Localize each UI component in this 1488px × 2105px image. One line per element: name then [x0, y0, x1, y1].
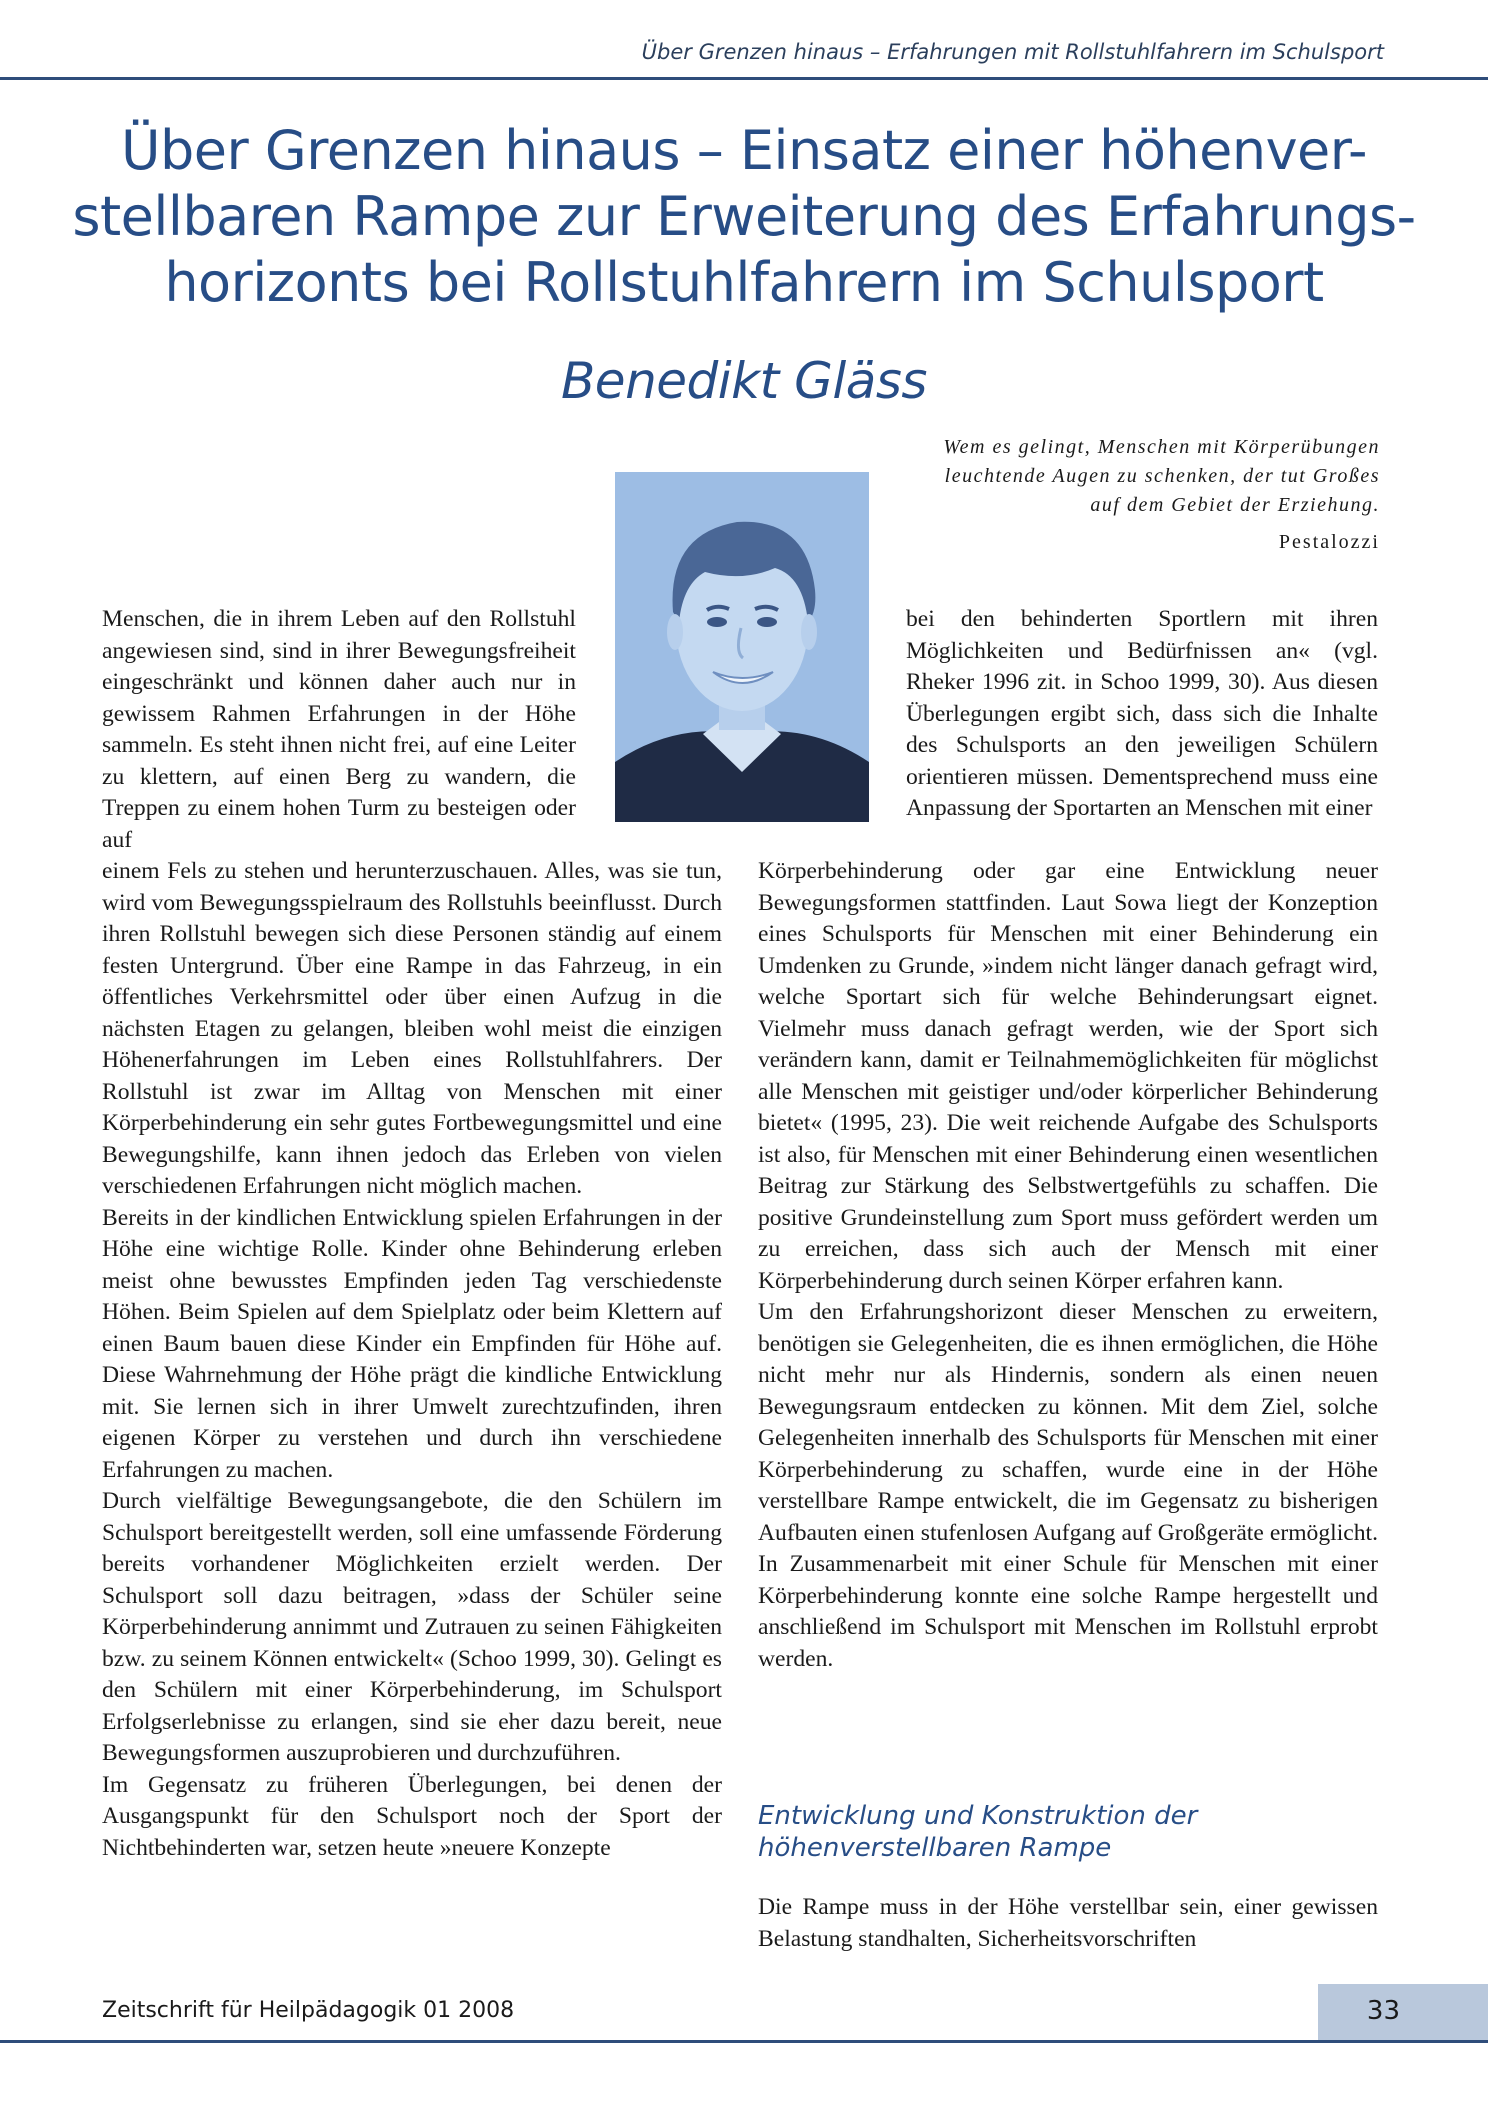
running-header: Über Grenzen hinaus – Erfahrungen mit Rollstuhlfahrern im Schulsport [641, 40, 1384, 64]
column-right-wrapped-text [906, 604, 1378, 825]
epigraph-line: auf dem Gebiet der Erziehung. [1090, 494, 1380, 516]
body-paragraph: Um den Erfahrungshorizont dieser Menschen zu erweitern, benötigen sie Gelegenheiten, die es ihnen ermöglichen, die Höhe nicht mehr nur als Hindernis, sondern als einen neuen Bewegungsraum entdecken zu können. Mit dem Ziel, solche Gelegenheiten innerhalb des Schulsports für Menschen mit einer Körperbehinderung zu schaffen, wurde eine in der Höhe verstellbare Rampe entwickelt, die im Gegensatz zu bisherigen Aufbauten einen stufenlosen Aufgang auf Großgeräte ermöglicht. In Zusammenarbeit mit einer Schule für Menschen mit einer Körperbehinderung konnte eine solche Rampe hergestellt und anschließend im Schulsport mit Menschen im Rollstuhl erprobt werden. [758, 1299, 1378, 1672]
header-rule [0, 77, 1488, 80]
page-number: 33 [1366, 1996, 1400, 2026]
title-line: Über Grenzen hinaus – Einsatz einer höhenver- [120, 119, 1368, 182]
body-paragraph: einem Fels zu stehen und herunterzuschauen. Alles, was sie tun, wird vom Bewegungsspielraum des Rollstuhls beeinflusst. Durch ihren Rollstuhl bewegen sich diese Personen ständig auf einem festen Untergrund. Über eine Rampe in das Fahrzeug, in ein öffentliches Verkehrsmittel oder über einen Aufzug in die nächsten Etagen zu gelangen, bleiben wohl meist die einzigen Höhenerfahrungen im Leben eines Rollstuhlfahrers. Der Rollstuhl ist zwar im Alltag von Menschen mit einer Körperbehinderung ein sehr gutes Fortbewegungsmittel und eine Bewegungshilfe, kann ihnen jedoch das Erleben von vielen verschiedenen Erfahrungen nicht möglich machen. [102, 858, 722, 1199]
section-heading: Entwicklung und Konstruktion der höhenverstellbaren Rampe [758, 1801, 1198, 1863]
column-right-section-text [758, 1892, 1378, 1955]
epigraph [820, 433, 1380, 557]
epigraph-source: Pestalozzi [1278, 531, 1380, 553]
footer-rule [0, 2040, 1488, 2043]
article-title [60, 118, 1428, 316]
body-paragraph: bei den behinderten Sportlern mit ihren Möglichkeiten und Bedürfnissen an« (vgl. Rheker 1996 zit. in Schoo 1999, 30). Aus diesen Überlegungen ergibt sich, dass sich die Inhalte des Schulsports an den jeweiligen Schülern orientieren müssen. Dementsprechend muss eine Anpassung der Sportarten an Menschen mit einer [906, 606, 1378, 821]
column-left-wrapped-text [102, 604, 576, 856]
column-left-text [102, 856, 722, 1864]
portrait-icon [615, 472, 869, 822]
title-line: horizonts bei Rollstuhlfahrern im Schulsport [164, 251, 1324, 314]
article-author: Benedikt Gläss [561, 352, 927, 410]
body-paragraph: Bereits in der kindlichen Entwicklung spielen Erfahrungen in der Höhe eine wichtige Rolle. Kinder ohne Behinderung erleben meist ohne bewusstes Empfinden jeden Tag verschiedenste Höhen. Beim Spielen auf dem Spielplatz oder beim Klettern auf einen Baum bauen diese Kinder ein Empfinden für Höhe auf. Diese Wahrnehmung der Höhe prägt die kindliche Entwicklung mit. Sie lernen sich in ihrer Umwelt zurechtzufinden, ihren eigenen Körper zu verstehen und durch ihn verschiedene Erfahrungen zu machen. [102, 1204, 722, 1483]
journal-footer: Zeitschrift für Heilpädagogik 01 2008 [102, 1998, 515, 2023]
body-paragraph: Im Gegensatz zu früheren Überlegungen, bei denen der Ausgangspunkt für den Schulsport noch der Sport der Nichtbehinderten war, setzen heute »neuere Konzepte [102, 1771, 722, 1861]
body-paragraph: Durch vielfältige Bewegungsangebote, die den Schülern im Schulsport bereitgestellt werden, soll eine umfassende Förderung bereits vorhandener Möglichkeiten erzielt werden. Der Schulsport soll dazu beitragen, »dass der Schüler seine Körperbehinderung annimmt und Zutrauen zu seinen Fähigkeiten bzw. zu seinem Können entwickelt« (Schoo 1999, 30). Gelingt es den Schülern mit einer Körperbehinderung, im Schulsport Erfolgserlebnisse zu erlangen, sind sie eher dazu bereit, neue Bewegungsformen auszuprobieren und durchzuführen. [102, 1488, 722, 1766]
body-paragraph: Menschen, die in ihrem Leben auf den Rollstuhl angewiesen sind, sind in ihrer Bewegungsfreiheit eingeschränkt und können daher auch nur in gewissem Rahmen Erfahrungen in der Höhe sammeln. Es steht ihnen nicht frei, auf eine Leiter zu klettern, auf einen Berg zu wandern, die Treppen zu einem hohen Turm zu besteigen oder auf [102, 606, 576, 853]
epigraph-line: leuchtende Augen zu schenken, der tut Großes [944, 465, 1380, 487]
author-portrait-photo [615, 472, 869, 822]
title-line: stellbaren Rampe zur Erweiterung des Erfahrungs- [72, 185, 1416, 248]
column-right-text [758, 856, 1378, 1675]
body-paragraph: Körperbehinderung oder gar eine Entwicklung neuer Bewegungsformen stattfinden. Laut Sowa liegt der Konzeption eines Schulsports für Menschen mit einer Behinderung ein Umdenken zu Grunde, »indem nicht länger danach gefragt wird, welche Sportart sich für welche Behinderungsart eignet. Vielmehr muss danach gefragt werden, wie der Sport sich verändern kann, damit er Teilnahmemöglichkeiten für möglichst alle Menschen mit geistiger und/oder körperlicher Behinderung bietet« (1995, 23). Die weit reichende Aufgabe des Schulsports ist also, für Menschen mit einer Behinderung einen wesentlichen Beitrag zur Stärkung des Selbstwertgefühls zu schaffen. Die positive Grundeinstellung zum Sport muss gefördert werden um zu erreichen, dass sich auch der Mensch mit einer Körperbehinderung durch seinen Körper erfahren kann. [758, 858, 1378, 1294]
body-paragraph: Die Rampe muss in der Höhe verstellbar sein, einer gewissen Belastung standhalten, Sicherheitsvorschriften [758, 1894, 1378, 1952]
epigraph-line: Wem es gelingt, Menschen mit Körperübungen [943, 436, 1380, 458]
